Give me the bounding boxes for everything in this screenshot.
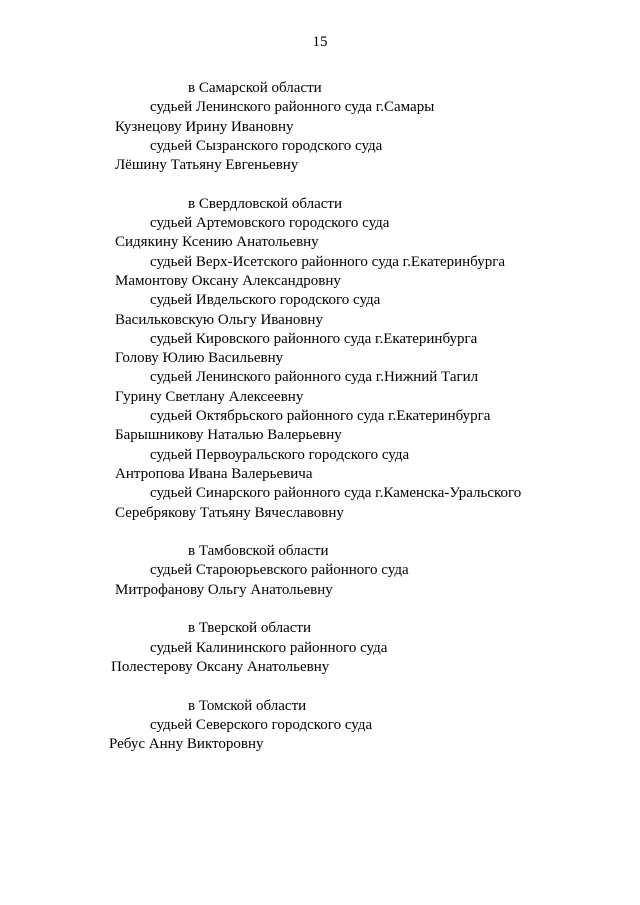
judge-name: Сидякину Ксению Анатольевну xyxy=(115,234,319,251)
court-line: судьей Ленинского районного суда г.Самары xyxy=(150,99,435,116)
region-section-sverdlovsk xyxy=(0,195,640,523)
judge-name: Митрофанову Ольгу Анатольевну xyxy=(115,581,333,598)
region-heading: в Самарской области xyxy=(188,80,322,96)
court-line: судьей Первоуральского городского суда xyxy=(150,446,410,463)
page-number: 15 xyxy=(312,34,328,50)
judge-name: Полестерову Оксану Анатольевну xyxy=(111,658,330,675)
judge-name: Васильковскую Ольгу Ивановну xyxy=(115,311,323,328)
judge-name: Антропова Ивана Валерьевича xyxy=(115,465,313,482)
judge-name: Барышникову Наталью Валерьевну xyxy=(115,427,342,444)
region-heading: в Томской области xyxy=(188,697,307,714)
judge-name: Лёшину Татьяну Евгеньевну xyxy=(115,157,299,174)
court-line: судьей Северского городского суда xyxy=(150,716,373,733)
region-heading: в Свердловской области xyxy=(188,195,343,212)
court-line: судьей Ленинского районного суда г.Нижний Тагил xyxy=(150,369,479,386)
judge-name: Серебрякову Татьяну Вячеславовну xyxy=(115,504,344,521)
court-line: судьей Ивдельского городского суда xyxy=(150,292,381,309)
court-line: судьей Кировского районного суда г.Екатеринбурга xyxy=(150,330,478,347)
court-line: судьей Верх-Исетского районного суда г.Екатеринбурга xyxy=(150,253,506,270)
region-heading: в Тамбовской области xyxy=(188,543,329,560)
court-line: судьей Сызранского городского суда xyxy=(150,137,383,154)
court-line: судьей Староюрьевского районного суда xyxy=(150,562,409,579)
court-line: судьей Артемовского городского суда xyxy=(150,215,390,232)
region-section-tambov xyxy=(0,542,640,600)
judge-name: Гурину Светлану Алексеевну xyxy=(115,388,304,405)
document-body xyxy=(0,79,640,774)
court-line: судьей Калининского районного суда xyxy=(150,639,388,656)
judge-name: Ребус Анну Викторовну xyxy=(109,736,264,753)
region-section-tomsk xyxy=(0,697,640,755)
court-line: судьей Октябрьского районного суда г.Екатеринбурга xyxy=(150,408,491,425)
region-heading: в Тверской области xyxy=(188,620,312,637)
court-line: судьей Синарского районного суда г.Каменска-Уральского xyxy=(150,485,522,502)
judge-name: Мамонтову Оксану Александровну xyxy=(115,272,341,289)
region-section-samara xyxy=(0,79,640,175)
judge-name: Кузнецову Ирину Ивановну xyxy=(115,118,294,135)
judge-name: Голову Юлию Васильевну xyxy=(115,350,284,367)
region-section-tver xyxy=(0,619,640,677)
